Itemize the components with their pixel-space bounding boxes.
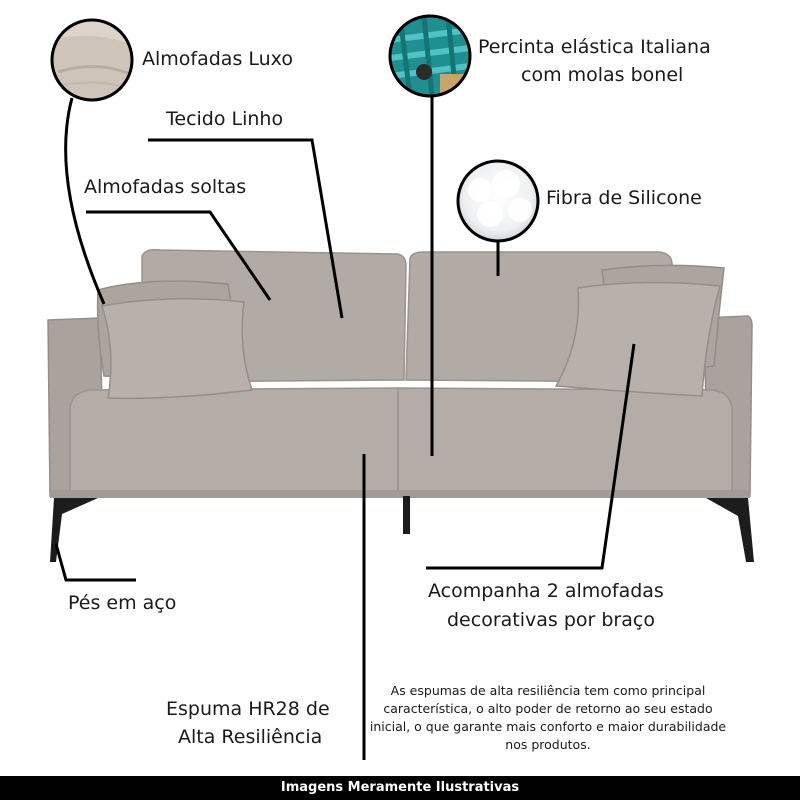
detail-circle-springs: [390, 16, 470, 96]
pillow-right-front: [556, 282, 720, 396]
label-pes-aco: Pés em aço: [68, 592, 177, 614]
label-almofadas-soltas: Almofadas soltas: [84, 176, 247, 198]
espumas-description: As espumas de alta resiliência tem como principal característica, o alto poder de retorno ao seu estado inicial, o que garante mais conforto e maior durabilidade nos produtos.: [369, 683, 727, 753]
sofa-legs: [50, 496, 754, 562]
seat-cushion-left: [70, 388, 398, 494]
sofa-base: [50, 490, 750, 498]
seat-cushion-right: [398, 388, 732, 494]
label-percinta-line1: Percinta elástica Italiana: [478, 36, 711, 58]
footer-disclaimer: Imagens Meramente Ilustrativas: [0, 776, 800, 800]
label-almofadas-luxo: Almofadas Luxo: [142, 48, 293, 70]
label-acompanha-line1: Acompanha 2 almofadas: [428, 580, 664, 602]
detail-circle-cushion: [52, 20, 132, 100]
label-tecido-linho: Tecido Linho: [166, 108, 284, 130]
detail-circle-fiber: [458, 161, 538, 241]
pillow-left-front: [102, 299, 252, 399]
label-espuma-line1: Espuma HR28 de: [166, 698, 330, 720]
label-fibra-silicone: Fibra de Silicone: [546, 187, 702, 209]
label-percinta-line2: com molas bonel: [521, 64, 684, 86]
label-acompanha-line2: decorativas por braço: [447, 609, 655, 631]
label-espuma-line2: Alta Resiliência: [178, 726, 323, 748]
